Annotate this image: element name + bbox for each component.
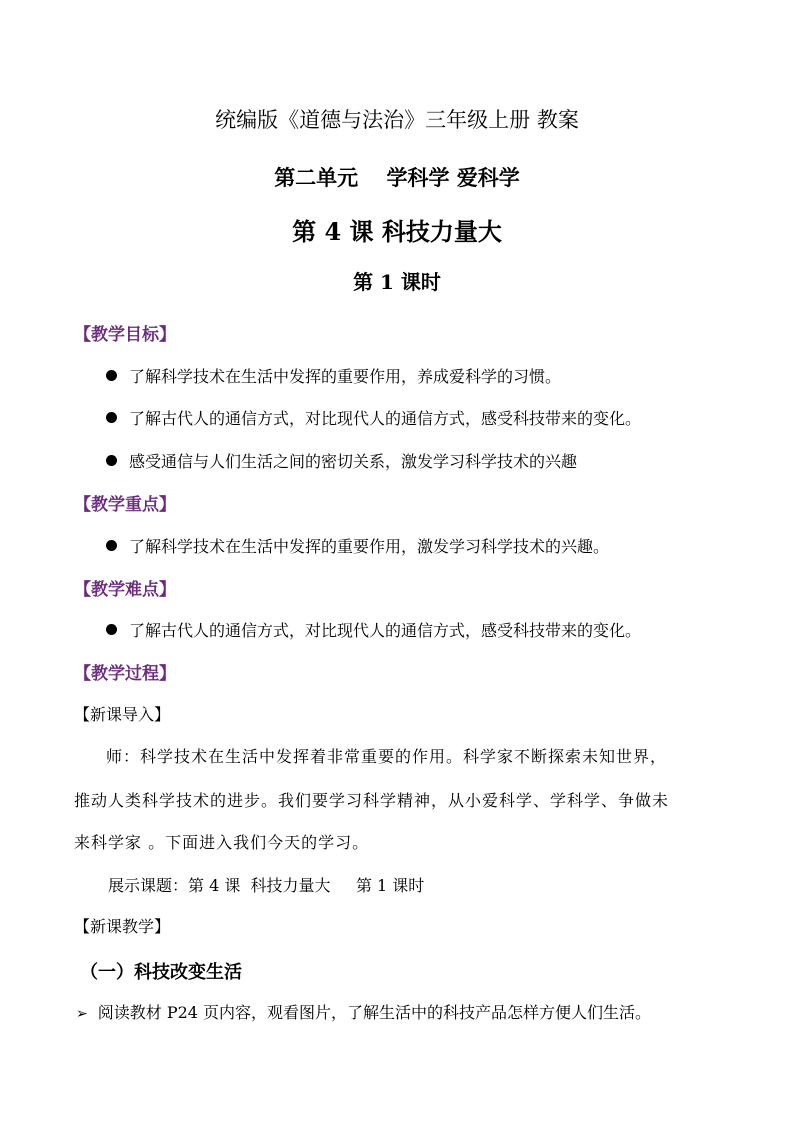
- intro-line: 来科学家 。下面进入我们今天的学习。: [74, 833, 370, 852]
- key-point-text: 了解科学技术在生活中发挥的重要作用，激发学习科学技术的兴趣。: [129, 537, 610, 556]
- goal-item: [106, 364, 561, 387]
- bullet-dot-icon: [106, 624, 117, 635]
- lesson-title: 第 4 课 科技力量大: [292, 217, 502, 246]
- topic-line: 展示课题：第 4 课 科技力量大 第 1 课时: [108, 876, 425, 895]
- intro-label: 【新课导入】: [74, 705, 171, 724]
- difficulties-heading: 【教学难点】: [74, 580, 176, 600]
- section-heading: （一）科技改变生活: [80, 962, 242, 983]
- document-title: 统编版《道德与法治》三年级上册 教案: [215, 108, 579, 132]
- period-title: 第 1 课时: [353, 270, 441, 294]
- key-point-item: [106, 534, 609, 557]
- arrow-item-text: 阅读教材 P24 页内容，观看图片，了解生活中的科技产品怎样方便人们生活。: [97, 1003, 652, 1022]
- bullet-dot-icon: [106, 370, 117, 381]
- goal-item: [106, 449, 577, 472]
- intro-line: 师：科学技术在生活中发挥着非常重要的作用。科学家不断探索未知世界，: [106, 747, 668, 766]
- process-heading: 【教学过程】: [74, 664, 176, 684]
- intro-line: 推动人类科学技术的进步。我们要学习科学精神，从小爱科学、学科学、争做未: [74, 791, 670, 810]
- goal-item: [106, 406, 641, 429]
- arrow-item: [76, 1000, 651, 1023]
- difficulty-text: 了解古代人的通信方式，对比现代人的通信方式，感受科技带来的变化。: [129, 621, 642, 640]
- difficulty-item: [106, 618, 641, 641]
- goal-text: 了解古代人的通信方式，对比现代人的通信方式，感受科技带来的变化。: [129, 409, 642, 428]
- bullet-dot-icon: [106, 540, 117, 551]
- goal-text: 感受通信与人们生活之间的密切关系，激发学习科学技术的兴趣: [129, 452, 578, 471]
- arrow-bullet-icon: ➢: [76, 1006, 88, 1022]
- bullet-dot-icon: [106, 455, 117, 466]
- goal-text: 了解科学技术在生活中发挥的重要作用，养成爱科学的习惯。: [129, 367, 562, 386]
- teach-label: 【新课教学】: [74, 917, 171, 936]
- key-points-heading: 【教学重点】: [74, 495, 176, 515]
- bullet-dot-icon: [106, 412, 117, 423]
- goals-heading: 【教学目标】: [74, 325, 176, 345]
- unit-title: 第二单元 学科学 爱科学: [274, 165, 520, 190]
